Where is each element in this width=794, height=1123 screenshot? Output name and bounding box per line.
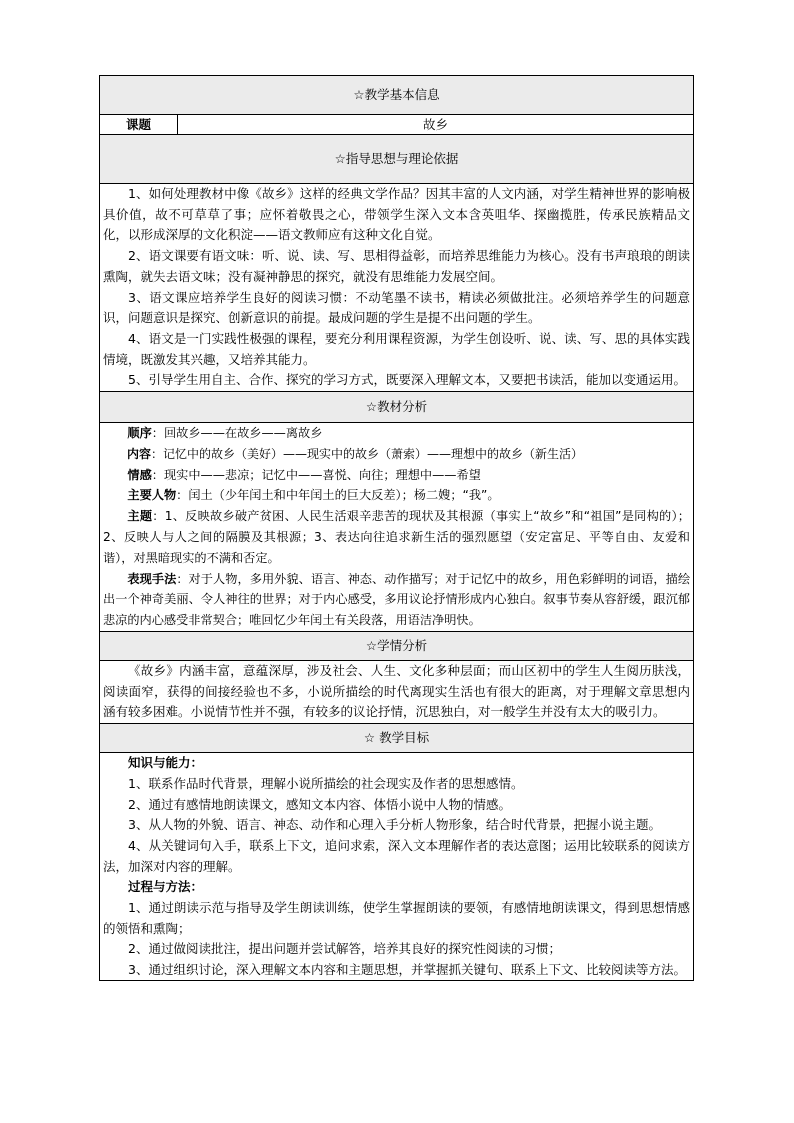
materials-label: 内容 <box>127 446 152 461</box>
section-title-students: ☆学情分析 <box>100 632 694 661</box>
materials-label: 情感 <box>127 467 152 482</box>
section-header-materials <box>100 392 694 423</box>
section-title-guiding: ☆指导思想与理论依据 <box>100 135 694 184</box>
materials-text: ：记忆中的故乡（美好）——现实中的故乡（萧索）——理想中的故乡（新生活） <box>151 446 584 461</box>
materials-label: 表现手法 <box>127 571 177 586</box>
section-header-students <box>100 632 694 661</box>
students-paragraph: 《故乡》内涵丰富，意蕴深厚，涉及社会、人生、文化多种层面；而山区初中的学生人生阅历肤浅，阅读面窄，获得的间接经验也不多，小说所描绘的时代离现实生活也有很大的距离，对于理解文章思想内涵有较多困难。小说情节性并不强，有较多的议论抒情，沉思独白，对一般学生并没有太大的吸引力。 <box>103 663 690 720</box>
goals-body <box>100 753 694 981</box>
goals-process-item: 1、通过朗读示范与指导及学生朗读训练，使学生掌握朗读的要领，有感情地朗读课文，得到思想情感的领悟和熏陶； <box>103 900 690 936</box>
guiding-paragraph: 1、如何处理教材中像《故乡》这样的经典文学作品？因其丰富的人文内涵，对学生精神世界的影响极具价值，故不可草草了事；应怀着敬畏之心，带领学生深入文本含英咀华、探幽揽胜，传承民族精品文化，以形成深厚的文化积淀——语文教师应有这种文化自觉。 <box>103 186 690 243</box>
materials-item <box>103 569 690 631</box>
section-header-basic-info <box>100 76 694 115</box>
materials-item <box>103 485 690 506</box>
materials-text: ：回故乡——在故乡——离故乡 <box>151 426 323 441</box>
students-body <box>100 661 694 724</box>
materials-text: ：现实中——悲凉；记忆中——喜悦、向往；理想中——希望 <box>151 467 481 482</box>
materials-body <box>100 423 694 632</box>
guiding-paragraph: 5、引导学生用自主、合作、探究的学习方式，既要深入理解文本，又要把书读活，能加以变通运用。 <box>128 372 686 388</box>
materials-item <box>103 444 690 465</box>
goals-knowledge-title: 知识与能力： <box>128 755 204 771</box>
lesson-plan-table <box>99 75 694 981</box>
lesson-plan-sheet <box>99 75 694 981</box>
materials-text: ：闰土（少年闰土和中年闰土的巨大反差）；杨二嫂；“我”。 <box>176 488 500 503</box>
section-title-goals: ☆ 教学目标 <box>100 724 694 753</box>
guiding-paragraph: 3、语文课应培养学生良好的阅读习惯：不动笔墨不读书，精读必须做批注。必须培养学生的问题意识，问题意识是探究、创新意识的前提。最成问题的学生是提不出问题的学生。 <box>103 289 690 326</box>
materials-label: 主要人物 <box>127 488 177 503</box>
section-title-basic-info: ☆教学基本信息 <box>100 76 694 115</box>
goals-knowledge-item: 1、联系作品时代背景，理解小说所描绘的社会现实及作者的思想感情。 <box>128 775 524 791</box>
materials-item <box>103 465 690 486</box>
goals-process-item-clip <box>103 960 690 980</box>
materials-item <box>103 423 690 444</box>
guiding-body <box>100 184 694 392</box>
section-title-materials: ☆教材分析 <box>100 392 694 423</box>
goals-knowledge-item: 3、从人物的外貌、语言、神态、动作和心理入手分析人物形象，结合时代背景，把握小说主题。 <box>128 817 661 833</box>
materials-text: ：1、反映故乡破产贫困、人民生活艰辛悲苦的现状及其根源（事实上“故乡”和“祖国”是同构的）；2、反映人与人之间的隔膜及其根源；3、表达向往追求新生活的强烈愿望（安定富足、平等自由、友爱和谐），对黑暗现实的不满和否定。 <box>103 509 690 565</box>
topic-row <box>100 115 694 135</box>
topic-value: 故乡 <box>178 115 694 135</box>
guiding-paragraph: 2、语文课要有语文味：听、说、读、写、思相得益彰，而培养思维能力为核心。没有书声琅琅的朗读熏陶，就失去语文味；没有凝神静思的探究，就没有思维能力发展空间。 <box>103 248 690 284</box>
topic-label: 课题 <box>100 115 178 135</box>
section-header-goals <box>100 724 694 753</box>
section-header-guiding <box>100 135 694 184</box>
goals-process-item: 3、通过组织讨论，深入理解文本内容和主题思想，并掌握抓关键句、联系上下文、比较阅读等方法。 <box>128 962 686 978</box>
goals-process-title: 过程与方法： <box>128 879 204 895</box>
materials-label: 顺序 <box>127 426 152 441</box>
materials-text: ：对于人物，多用外貌、语言、神态、动作描写；对于记忆中的故乡，用色彩鲜明的词语，描绘出一个神奇美丽、令人神往的世界；对于内心感受，多用议论抒情形成内心独白。叙事节奏从容舒缓，跟沉郁悲凉的内心感受非常契合；唯回忆少年闰土有关段落，用语洁净明快。 <box>103 571 691 628</box>
goals-knowledge-item: 2、通过有感情地朗读课文，感知文本内容、体悟小说中人物的情感。 <box>128 796 511 812</box>
materials-item <box>103 506 690 568</box>
materials-label: 主题 <box>127 509 153 524</box>
guiding-paragraph: 4、语文是一门实践性极强的课程，要充分利用课程资源，为学生创设听、说、读、写、思的具体实践情境，既激发其兴趣，又培养其能力。 <box>103 330 690 367</box>
goals-knowledge-item: 4、从关键词句入手，联系上下文，追问求索，深入文本理解作者的表达意图；运用比较联系的阅读方法，加深对内容的理解。 <box>103 837 690 874</box>
goals-process-item: 2、通过做阅读批注，提出问题并尝试解答，培养其良好的探究性阅读的习惯； <box>128 941 561 957</box>
